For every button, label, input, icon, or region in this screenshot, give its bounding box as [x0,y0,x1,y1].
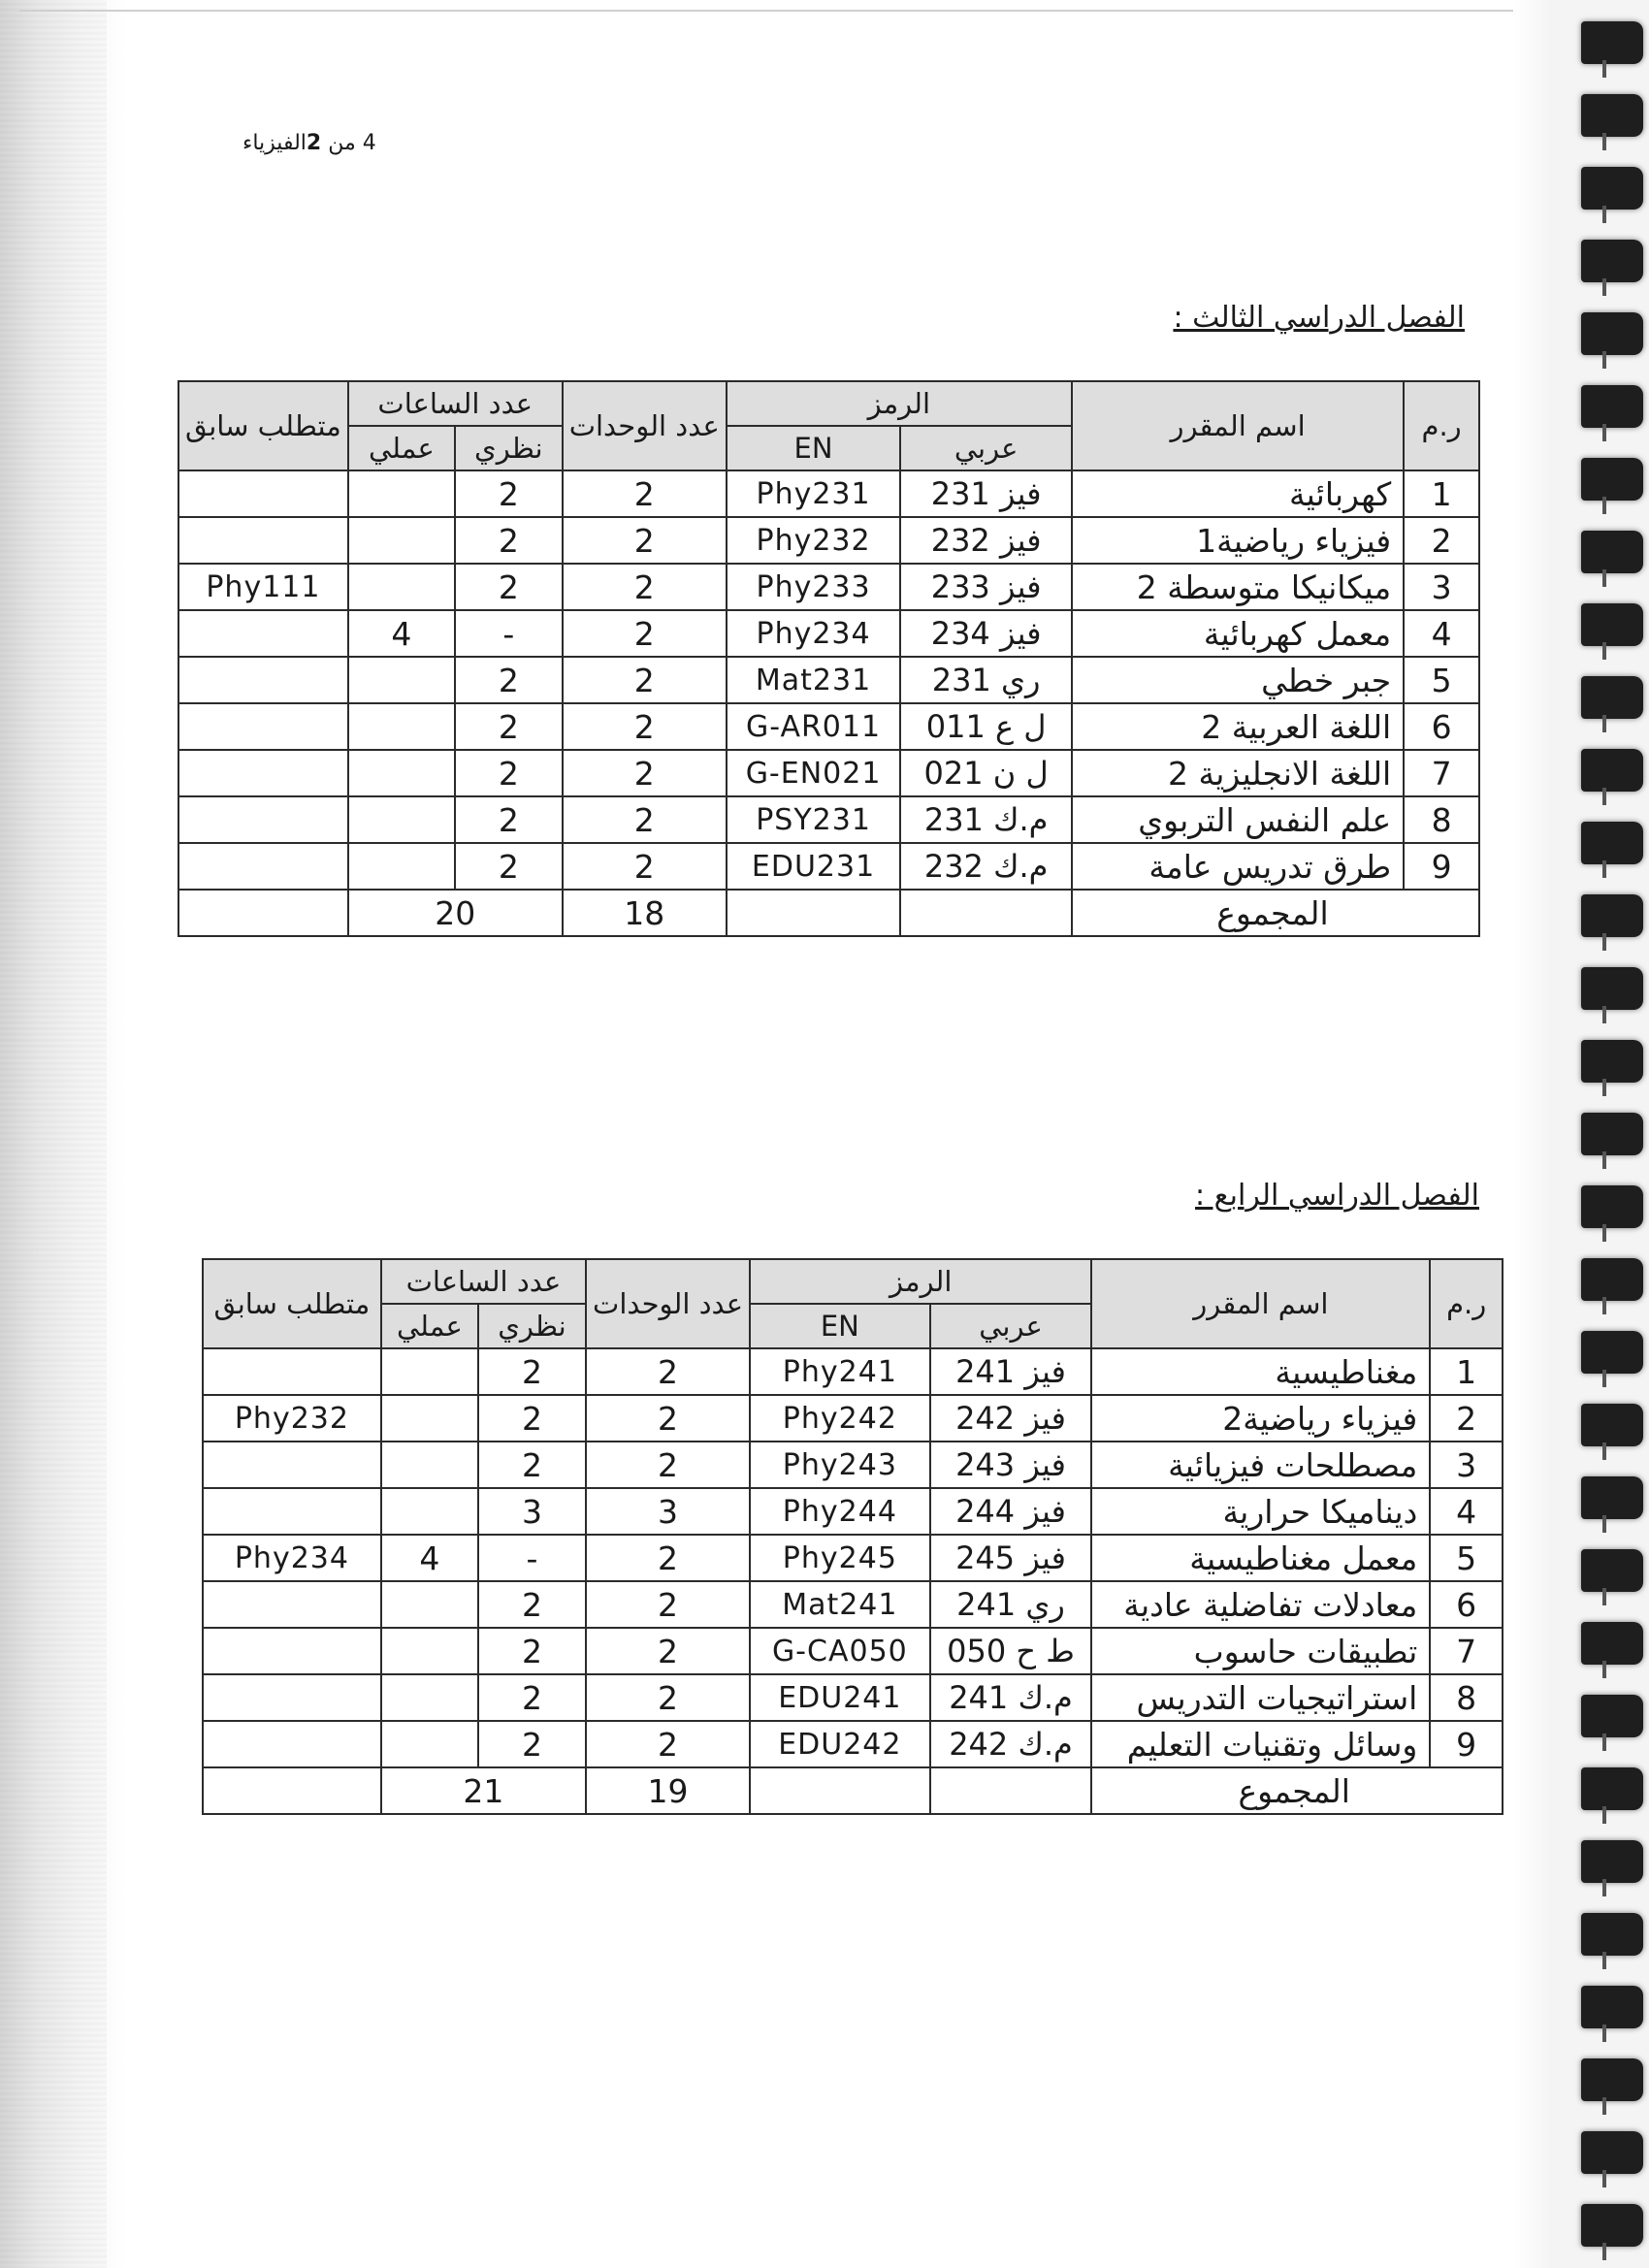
row-number: 3 [1430,1442,1503,1488]
binding-ring [1581,676,1643,719]
course-name: معمل مغناطيسية [1091,1535,1430,1581]
practical-hours [381,1395,478,1442]
course-name: مغناطيسية [1091,1348,1430,1395]
total-units: 19 [586,1767,750,1814]
table-row [203,1628,1503,1674]
spiral-binding [1542,0,1649,2268]
total-hours: 21 [381,1767,586,1814]
table-row [178,750,1479,796]
code-arabic: فيز 241 [930,1348,1092,1395]
theory-hours: 2 [478,1348,586,1395]
table-row [203,1488,1503,1535]
practical-hours [381,1348,478,1395]
theory-hours: 2 [478,1395,586,1442]
binding-ring [1581,1913,1643,1956]
table-row [203,1348,1503,1395]
units: 2 [586,1442,750,1488]
prerequisite [178,657,348,703]
table-row [178,517,1479,564]
col-prereq: متطلب سابق [178,381,348,470]
theory-hours: 3 [478,1488,586,1535]
units: 3 [586,1488,750,1535]
practical-hours [348,750,455,796]
binding-ring [1581,312,1643,355]
code-english: Phy244 [750,1488,930,1535]
units: 2 [586,1674,750,1721]
prerequisite [178,796,348,843]
theory-hours: 2 [455,470,563,517]
col-no: ر.م [1404,381,1479,470]
theory-hours: 2 [455,796,563,843]
code-english: EDU241 [750,1674,930,1721]
units: 2 [586,1721,750,1767]
code-english: PSY231 [727,796,901,843]
binding-ring [1581,94,1643,137]
scan-shadow [0,0,107,2268]
semester-3-table [178,380,1480,937]
course-name: استراتيجيات التدريس [1091,1674,1430,1721]
binding-ring [1581,894,1643,937]
code-arabic: م.ك 241 [930,1674,1092,1721]
course-name: ميكانيكا متوسطة 2 [1072,564,1404,610]
col-code: الرمز [750,1259,1091,1304]
practical-hours [348,564,455,610]
prerequisite: Phy111 [178,564,348,610]
prerequisite: Phy232 [203,1395,381,1442]
row-number: 5 [1430,1535,1503,1581]
binding-ring [1581,1986,1643,2028]
total-blank [203,1767,381,1814]
theory-hours: 2 [455,517,563,564]
prerequisite [178,610,348,657]
course-name: فيزياء رياضية2 [1091,1395,1430,1442]
row-number: 2 [1404,517,1479,564]
col-units: عدد الوحدات [586,1259,750,1348]
binding-ring [1581,1695,1643,1737]
binding-ring [1581,167,1643,210]
practical-hours [348,843,455,890]
code-english: Mat241 [750,1581,930,1628]
units: 2 [563,470,727,517]
code-arabic: ل ع 011 [900,703,1072,750]
theory-hours: - [455,610,563,657]
code-english: Phy243 [750,1442,930,1488]
code-arabic: فيز 245 [930,1535,1092,1581]
units: 2 [586,1581,750,1628]
row-number: 7 [1430,1628,1503,1674]
table-row [178,703,1479,750]
col-course-name: اسم المقرر [1072,381,1404,470]
binding-ring [1581,240,1643,282]
prerequisite [178,517,348,564]
scan-edge-line [19,10,1513,12]
binding-ring [1581,1331,1643,1374]
course-name: معمل كهربائية [1072,610,1404,657]
theory-hours: 2 [455,657,563,703]
code-arabic: ري 241 [930,1581,1092,1628]
theory-hours: 2 [455,843,563,890]
binding-ring [1581,1040,1643,1083]
practical-hours: 4 [381,1535,478,1581]
prerequisite [203,1628,381,1674]
table-row [178,843,1479,890]
units: 2 [563,610,727,657]
row-number: 6 [1404,703,1479,750]
course-name: معادلات تفاضلية عادية [1091,1581,1430,1628]
col-code-en: EN [727,426,901,470]
prerequisite [203,1581,381,1628]
total-row [203,1767,1503,1814]
table-row [178,796,1479,843]
units: 2 [563,517,727,564]
col-hours: عدد الساعات [348,381,563,426]
prerequisite [203,1442,381,1488]
code-english: Phy232 [727,517,901,564]
code-arabic: ط ح 050 [930,1628,1092,1674]
code-english: EDU231 [727,843,901,890]
binding-ring [1581,2204,1643,2247]
total-label: المجموع [1072,890,1479,936]
course-name: اللغة الانجليزية 2 [1072,750,1404,796]
code-english: Mat231 [727,657,901,703]
practical-hours [381,1488,478,1535]
course-name: ديناميكا حرارية [1091,1488,1430,1535]
binding-ring [1581,1549,1643,1592]
theory-hours: 2 [478,1628,586,1674]
code-english: EDU242 [750,1721,930,1767]
course-name: جبر خطي [1072,657,1404,703]
code-arabic: م.ك 242 [930,1721,1092,1767]
practical-hours [381,1721,478,1767]
code-english: G-CA050 [750,1628,930,1674]
row-number: 4 [1404,610,1479,657]
col-code-ar: عربي [930,1304,1092,1348]
course-name: علم النفس التربوي [1072,796,1404,843]
prerequisite [203,1721,381,1767]
binding-ring [1581,749,1643,792]
practical-hours [381,1442,478,1488]
binding-ring [1581,1476,1643,1519]
code-arabic: فيز 243 [930,1442,1092,1488]
course-name: مصطلحات فيزيائية [1091,1442,1430,1488]
row-number: 9 [1430,1721,1503,1767]
row-number: 1 [1430,1348,1503,1395]
binding-ring [1581,603,1643,646]
binding-ring [1581,2058,1643,2101]
semester-4-title: الفصل الدراسي الرابع : [1195,1179,1479,1213]
col-course-name: اسم المقرر [1091,1259,1430,1348]
theory-hours: 2 [455,564,563,610]
units: 2 [563,703,727,750]
binding-ring [1581,1113,1643,1155]
col-units: عدد الوحدات [563,381,727,470]
units: 2 [563,796,727,843]
col-theory: نظري [455,426,563,470]
code-arabic: ل ن 021 [900,750,1072,796]
semester-3-title: الفصل الدراسي الثالث : [1173,301,1465,335]
row-number: 7 [1404,750,1479,796]
binding-ring [1581,2131,1643,2174]
code-arabic: فيز 233 [900,564,1072,610]
row-number: 6 [1430,1581,1503,1628]
table-row [178,610,1479,657]
table-row [203,1535,1503,1581]
units: 2 [563,657,727,703]
total-hours: 20 [348,890,563,936]
prerequisite [178,703,348,750]
binding-ring [1581,1404,1643,1446]
col-practical: عملي [381,1304,478,1348]
units: 2 [586,1628,750,1674]
row-number: 5 [1404,657,1479,703]
row-number: 4 [1430,1488,1503,1535]
total-blank [930,1767,1092,1814]
total-blank [178,890,348,936]
code-english: G-EN021 [727,750,901,796]
units: 2 [586,1348,750,1395]
col-no: ر.م [1430,1259,1503,1348]
col-hours: عدد الساعات [381,1259,586,1304]
course-name: اللغة العربية 2 [1072,703,1404,750]
code-arabic: م.ك 231 [900,796,1072,843]
header-page-of: 4 من [328,131,376,155]
practical-hours [348,796,455,843]
code-arabic: م.ك 232 [900,843,1072,890]
table-row [203,1721,1503,1767]
prerequisite: Phy234 [203,1535,381,1581]
binding-ring [1581,531,1643,573]
code-arabic: فيز 231 [900,470,1072,517]
binding-ring [1581,967,1643,1010]
practical-hours [381,1674,478,1721]
prerequisite [203,1674,381,1721]
binding-ring [1581,822,1643,864]
row-number: 2 [1430,1395,1503,1442]
theory-hours: 2 [478,1581,586,1628]
theory-hours: 2 [455,750,563,796]
code-english: Phy231 [727,470,901,517]
binding-ring [1581,1840,1643,1883]
practical-hours [348,703,455,750]
units: 2 [563,750,727,796]
code-english: G-AR011 [727,703,901,750]
header-subject: الفيزياء [242,131,307,155]
semester-4-table [202,1258,1504,1815]
prerequisite [203,1488,381,1535]
course-name: طرق تدريس عامة [1072,843,1404,890]
code-english: Phy234 [727,610,901,657]
total-blank [900,890,1072,936]
total-blank [750,1767,930,1814]
table-row [178,470,1479,517]
col-prereq: متطلب سابق [203,1259,381,1348]
code-arabic: فيز 242 [930,1395,1092,1442]
prerequisite [203,1348,381,1395]
binding-ring [1581,385,1643,428]
code-english: Phy241 [750,1348,930,1395]
prerequisite [178,843,348,890]
theory-hours: 2 [478,1442,586,1488]
header-page-num: 2 [306,131,322,155]
total-blank [727,890,901,936]
total-row [178,890,1479,936]
course-name: تطبيقات حاسوب [1091,1628,1430,1674]
binding-ring [1581,21,1643,64]
units: 2 [563,843,727,890]
row-number: 9 [1404,843,1479,890]
col-code: الرمز [727,381,1072,426]
practical-hours [381,1581,478,1628]
course-name: فيزياء رياضية1 [1072,517,1404,564]
col-theory: نظري [478,1304,586,1348]
binding-ring [1581,1767,1643,1810]
prerequisite [178,750,348,796]
binding-ring [1581,458,1643,501]
practical-hours: 4 [348,610,455,657]
practical-hours [348,657,455,703]
theory-hours: 2 [478,1721,586,1767]
code-arabic: ري 231 [900,657,1072,703]
row-number: 8 [1430,1674,1503,1721]
course-name: كهربائية [1072,470,1404,517]
row-number: 3 [1404,564,1479,610]
units: 2 [586,1535,750,1581]
code-english: Phy242 [750,1395,930,1442]
table-row [203,1581,1503,1628]
table-row [203,1674,1503,1721]
course-name: وسائل وتقنيات التعليم [1091,1721,1430,1767]
binding-ring [1581,1622,1643,1665]
practical-hours [381,1628,478,1674]
theory-hours: - [478,1535,586,1581]
theory-hours: 2 [455,703,563,750]
row-number: 1 [1404,470,1479,517]
units: 2 [563,564,727,610]
code-english: Phy245 [750,1535,930,1581]
code-arabic: فيز 244 [930,1488,1092,1535]
units: 2 [586,1395,750,1442]
table-row [203,1395,1503,1442]
table-row [203,1442,1503,1488]
col-code-ar: عربي [900,426,1072,470]
col-code-en: EN [750,1304,930,1348]
table-row [178,564,1479,610]
row-number: 8 [1404,796,1479,843]
binding-ring [1581,1258,1643,1301]
table-row [178,657,1479,703]
code-arabic: فيز 234 [900,610,1072,657]
page-header [242,131,376,155]
practical-hours [348,517,455,564]
col-practical: عملي [348,426,455,470]
total-label: المجموع [1091,1767,1503,1814]
total-units: 18 [563,890,727,936]
prerequisite [178,470,348,517]
practical-hours [348,470,455,517]
binding-ring [1581,1185,1643,1228]
code-arabic: فيز 232 [900,517,1072,564]
code-english: Phy233 [727,564,901,610]
theory-hours: 2 [478,1674,586,1721]
